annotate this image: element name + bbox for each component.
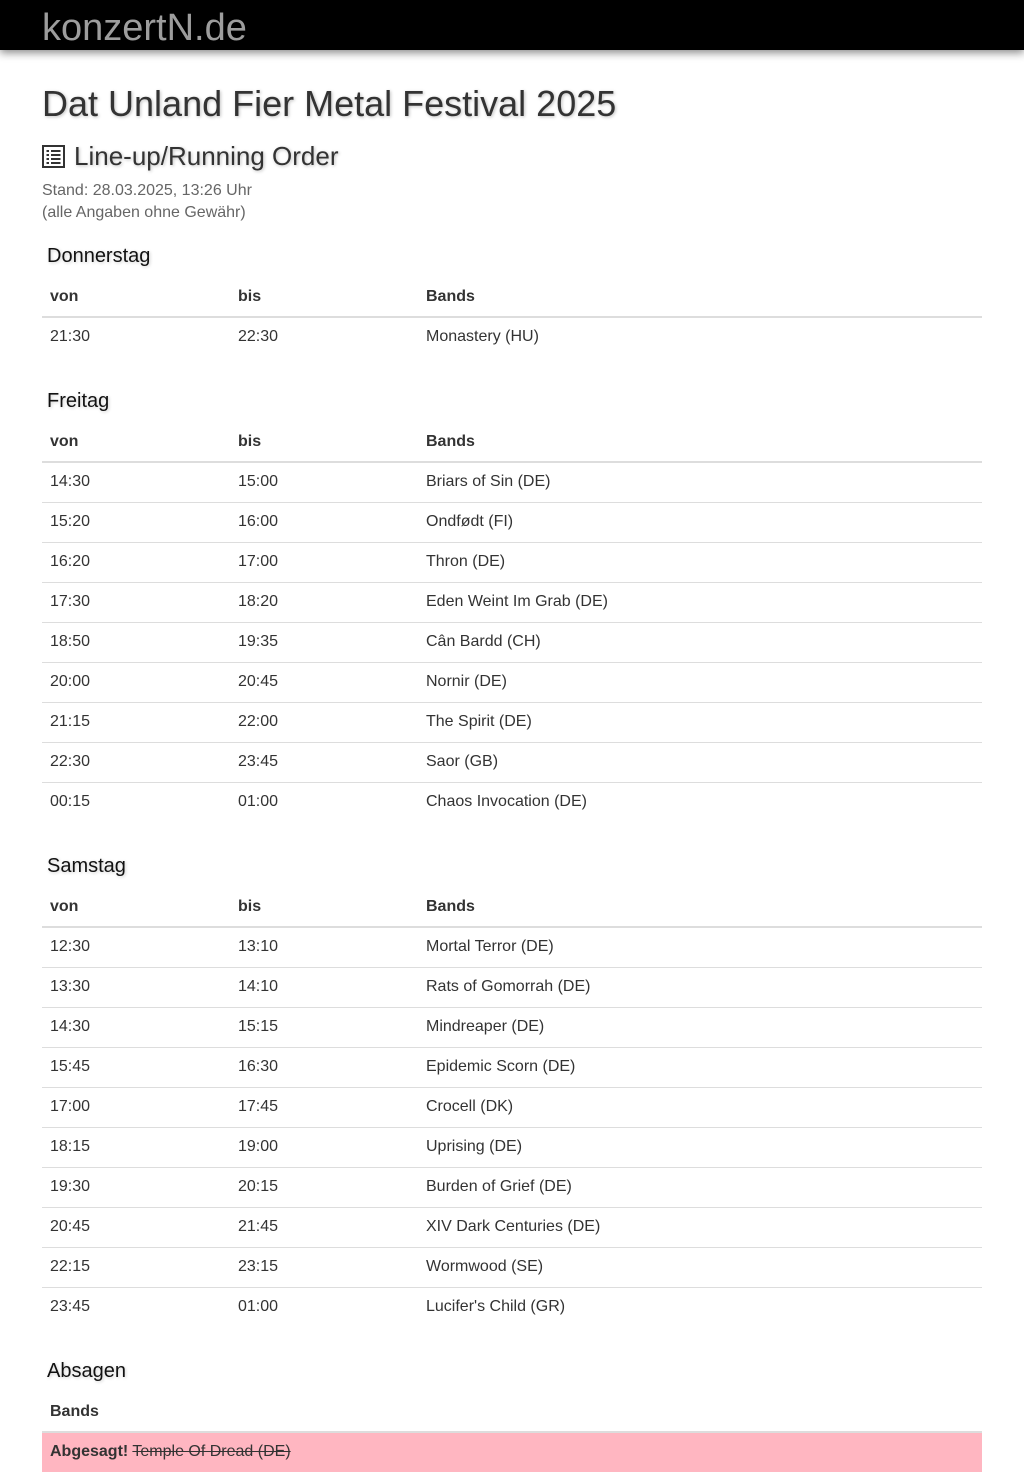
end-time: 21:45 bbox=[230, 1208, 418, 1248]
schedule-table bbox=[42, 277, 982, 357]
cancelled-band-name: Temple Of Dread (DE) bbox=[132, 1443, 291, 1460]
cancelled-band-cell bbox=[42, 1432, 982, 1472]
start-time: 20:00 bbox=[42, 663, 230, 703]
table-row bbox=[42, 663, 982, 703]
start-time: 20:45 bbox=[42, 1208, 230, 1248]
start-time: 15:45 bbox=[42, 1048, 230, 1088]
table-row bbox=[42, 1248, 982, 1288]
day-heading: Freitag bbox=[47, 390, 110, 412]
running-order bbox=[42, 242, 982, 1339]
band-name: Thron (DE) bbox=[418, 543, 982, 583]
column-header-bands: Bands bbox=[418, 887, 982, 927]
section-title bbox=[42, 140, 982, 172]
end-time: 23:15 bbox=[230, 1248, 418, 1288]
start-time: 15:20 bbox=[42, 503, 230, 543]
end-time: 20:45 bbox=[230, 663, 418, 703]
cancelled-row bbox=[42, 1432, 982, 1472]
end-time: 15:15 bbox=[230, 1008, 418, 1048]
band-name: Rats of Gomorrah (DE) bbox=[418, 968, 982, 1008]
end-time: 19:00 bbox=[230, 1128, 418, 1168]
start-time: 21:30 bbox=[50, 328, 91, 345]
band-name: Wormwood (SE) bbox=[418, 1248, 982, 1288]
start-time: 22:15 bbox=[42, 1248, 230, 1288]
band-name: Uprising (DE) bbox=[418, 1128, 982, 1168]
start-time: 17:00 bbox=[42, 1088, 230, 1128]
table-row bbox=[42, 703, 982, 743]
table-row bbox=[42, 927, 982, 968]
column-header-bands: Bands bbox=[418, 277, 982, 317]
end-time: 16:00 bbox=[230, 503, 418, 543]
band-name: Mortal Terror (DE) bbox=[426, 938, 554, 955]
cancellations-section bbox=[42, 1357, 982, 1472]
table-row bbox=[42, 1168, 982, 1208]
day-section bbox=[42, 242, 982, 369]
table-row bbox=[42, 1128, 982, 1168]
start-time: 23:45 bbox=[42, 1288, 230, 1328]
start-time: 17:30 bbox=[42, 583, 230, 623]
schedule-table bbox=[42, 422, 982, 822]
table-row bbox=[42, 1288, 982, 1328]
table-row bbox=[42, 503, 982, 543]
table-row bbox=[42, 1088, 982, 1128]
end-time: 23:45 bbox=[230, 743, 418, 783]
start-time: 14:30 bbox=[42, 1008, 230, 1048]
band-name: Epidemic Scorn (DE) bbox=[418, 1048, 982, 1088]
day-heading: Samstag bbox=[47, 855, 126, 877]
end-time: 17:00 bbox=[230, 543, 418, 583]
band-name: Crocell (DK) bbox=[418, 1088, 982, 1128]
stand-info bbox=[42, 180, 982, 224]
start-time: 22:30 bbox=[42, 743, 230, 783]
column-header-von: von bbox=[42, 422, 230, 462]
start-time: 12:30 bbox=[50, 938, 91, 955]
section-gap bbox=[42, 822, 982, 834]
band-name: The Spirit (DE) bbox=[418, 703, 982, 743]
band-name: Nornir (DE) bbox=[418, 663, 982, 703]
start-time: 00:15 bbox=[42, 783, 230, 823]
day-heading-absagen: Absagen bbox=[47, 1360, 126, 1382]
brand-link[interactable]: konzertN.de bbox=[42, 7, 247, 49]
cancellations-table bbox=[42, 1392, 982, 1472]
table-row bbox=[42, 623, 982, 663]
band-name: Eden Weint Im Grab (DE) bbox=[418, 583, 982, 623]
table-row bbox=[42, 1008, 982, 1048]
section-title-text: Line-up/Running Order bbox=[74, 141, 339, 171]
band-name: Ondfødt (FI) bbox=[418, 503, 982, 543]
table-row bbox=[42, 783, 982, 823]
band-name: Chaos Invocation (DE) bbox=[418, 783, 982, 823]
page-title: Dat Unland Fier Metal Festival 2025 bbox=[42, 83, 617, 124]
schedule-table bbox=[42, 887, 982, 1327]
stand-timestamp: Stand: 28.03.2025, 13:26 Uhr bbox=[42, 182, 252, 199]
start-time: 18:15 bbox=[42, 1128, 230, 1168]
table-row bbox=[42, 462, 982, 503]
table-row bbox=[42, 317, 982, 357]
end-time: 20:15 bbox=[230, 1168, 418, 1208]
start-time: 18:50 bbox=[42, 623, 230, 663]
start-time: 21:15 bbox=[42, 703, 230, 743]
end-time: 15:00 bbox=[238, 473, 279, 490]
start-time: 16:20 bbox=[42, 543, 230, 583]
day-section bbox=[42, 387, 982, 834]
cancelled-badge: Abgesagt! bbox=[50, 1443, 129, 1460]
end-time: 01:00 bbox=[230, 783, 418, 823]
column-header-bis: bis bbox=[230, 277, 418, 317]
end-time: 01:00 bbox=[230, 1288, 418, 1328]
start-time: 13:30 bbox=[42, 968, 230, 1008]
band-name: XIV Dark Centuries (DE) bbox=[418, 1208, 982, 1248]
band-name: Cân Bardd (CH) bbox=[418, 623, 982, 663]
band-name: Monastery (HU) bbox=[426, 328, 539, 345]
start-time: 14:30 bbox=[50, 473, 91, 490]
end-time: 17:45 bbox=[230, 1088, 418, 1128]
section-gap bbox=[42, 1327, 982, 1339]
column-header-von: von bbox=[42, 277, 230, 317]
column-header-bis: bis bbox=[230, 422, 418, 462]
table-row bbox=[42, 743, 982, 783]
day-section bbox=[42, 852, 982, 1339]
table-row bbox=[42, 968, 982, 1008]
section-gap bbox=[42, 357, 982, 369]
day-heading: Donnerstag bbox=[47, 245, 151, 267]
band-name: Lucifer's Child (GR) bbox=[418, 1288, 982, 1328]
column-header-bands: Bands bbox=[42, 1392, 982, 1432]
table-row bbox=[42, 1048, 982, 1088]
end-time: 18:20 bbox=[230, 583, 418, 623]
start-time: 19:30 bbox=[42, 1168, 230, 1208]
band-name: Mindreaper (DE) bbox=[418, 1008, 982, 1048]
band-name: Burden of Grief (DE) bbox=[418, 1168, 982, 1208]
end-time: 16:30 bbox=[230, 1048, 418, 1088]
end-time: 14:10 bbox=[230, 968, 418, 1008]
end-time: 19:35 bbox=[230, 623, 418, 663]
table-row bbox=[42, 583, 982, 623]
end-time: 22:30 bbox=[238, 328, 279, 345]
end-time: 13:10 bbox=[238, 938, 279, 955]
disclaimer: (alle Angaben ohne Gewähr) bbox=[42, 204, 246, 221]
band-name: Saor (GB) bbox=[418, 743, 982, 783]
table-row bbox=[42, 1208, 982, 1248]
column-header-bis: bis bbox=[230, 887, 418, 927]
band-name: Briars of Sin (DE) bbox=[426, 473, 551, 490]
column-header-von: von bbox=[42, 887, 230, 927]
column-header-bands: Bands bbox=[418, 422, 982, 462]
top-navbar bbox=[0, 0, 1024, 50]
table-row bbox=[42, 543, 982, 583]
main-content bbox=[42, 76, 982, 1472]
list-icon bbox=[42, 145, 65, 168]
end-time: 22:00 bbox=[230, 703, 418, 743]
